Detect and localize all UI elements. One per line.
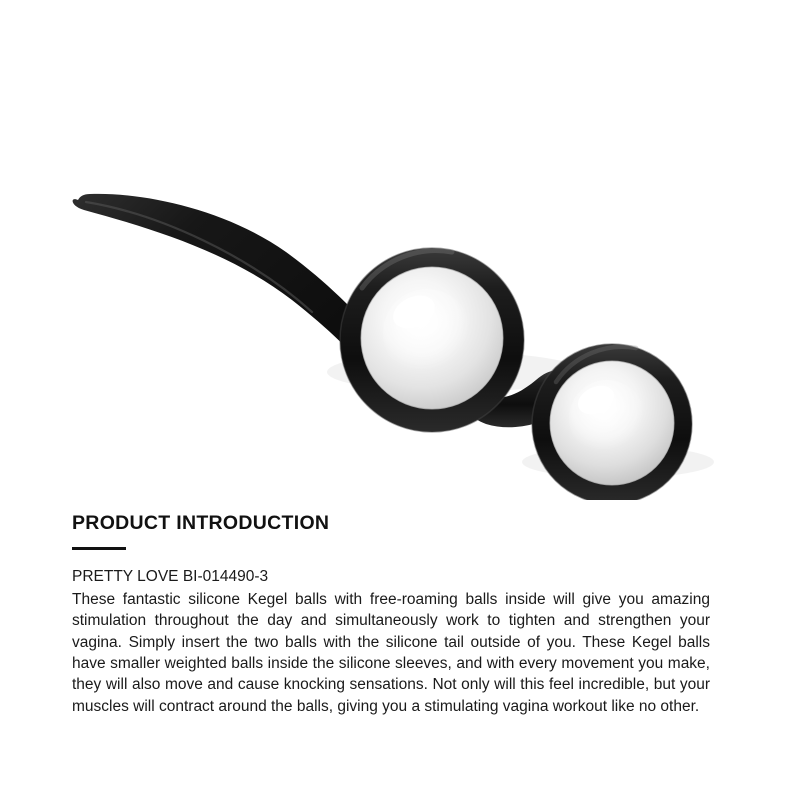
introduction-section (72, 512, 732, 717)
kegel-ball-lower (532, 344, 692, 500)
product-model: PRETTY LOVE BI-014490-3 (72, 568, 269, 586)
title-divider (72, 547, 126, 550)
product-description: These fantastic silicone Kegel balls with free-roaming balls inside will give you amazing stimulation throughout the day and simultaneously work to tighten and strengthen your vagina. Simply insert the two balls with the silicone tail outside of you. These Kegel balls have smaller weighted balls inside the silicone sleeves, and with every movement you make, they will also move and cause knocking sensations. Not only will this feel incredible, but your muscles will contract around the balls, giving you a stimulating vagina workout like no other. (72, 590, 710, 715)
kegel-ball-upper (340, 248, 524, 432)
page-title: PRODUCT INTRODUCTION (72, 512, 330, 534)
